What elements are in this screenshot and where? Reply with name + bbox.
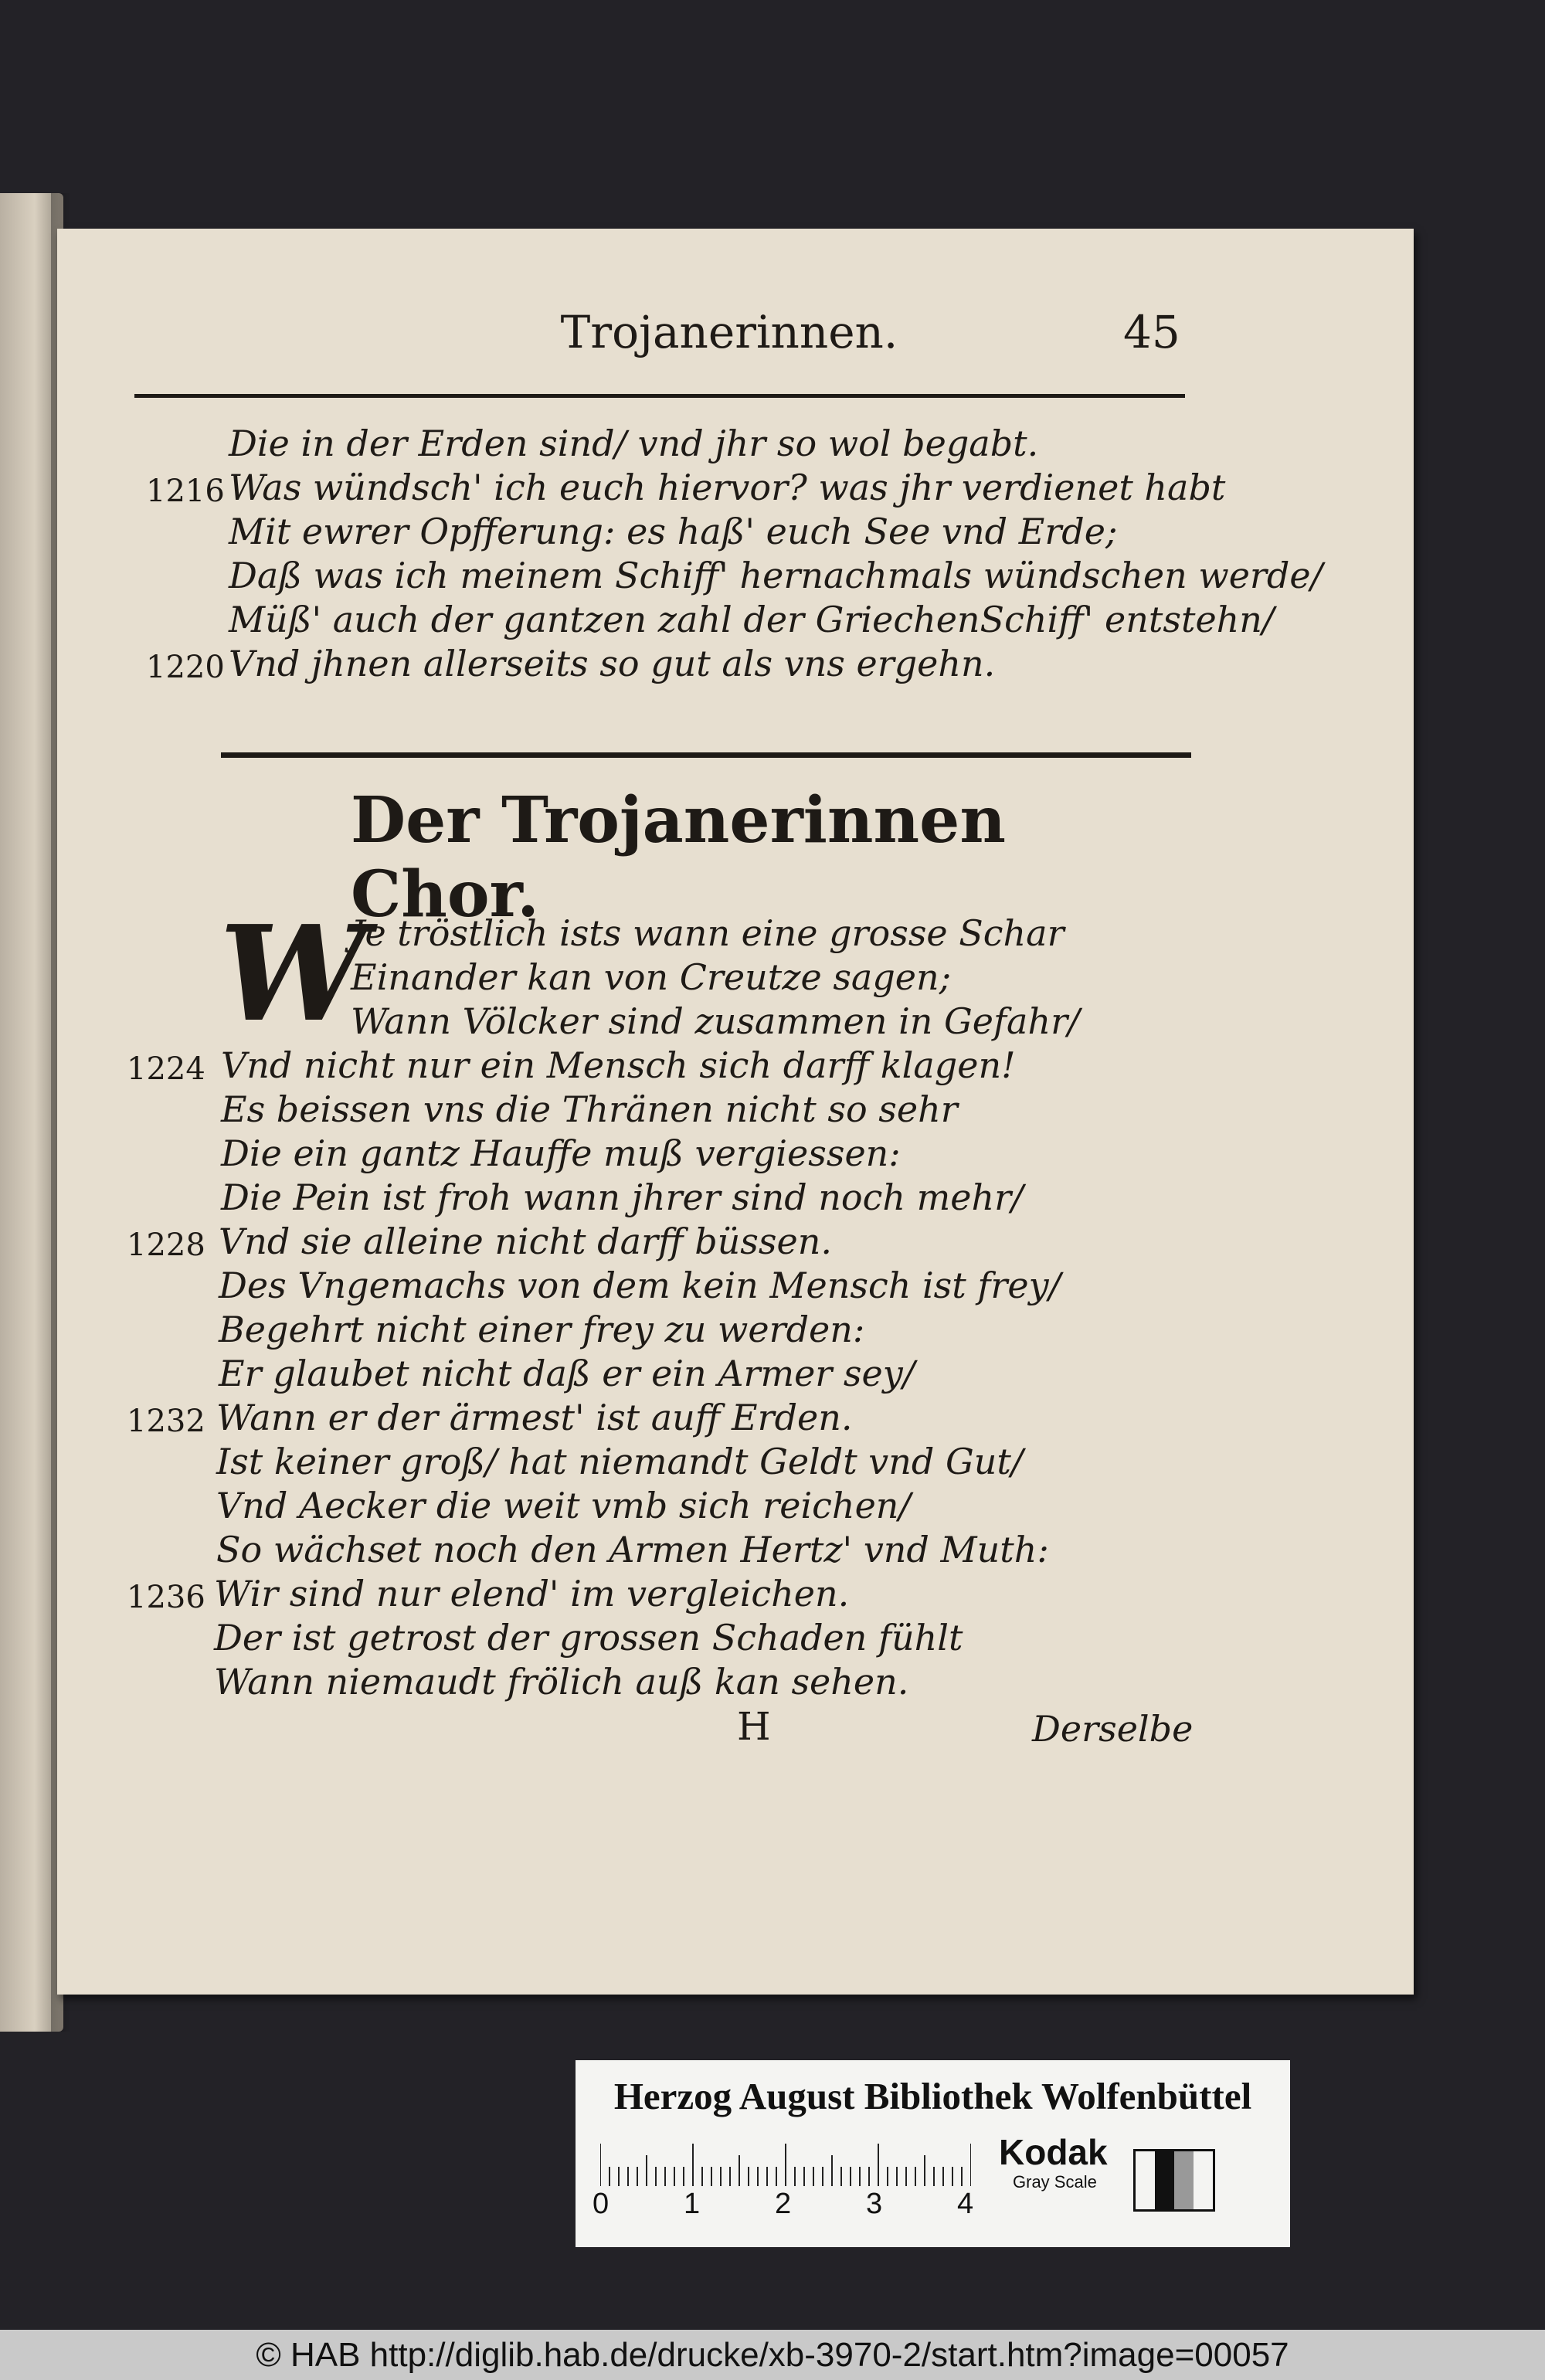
verse-line: Wann niemaudt frölich auß kan sehen. bbox=[214, 1661, 909, 1703]
verse-line: Müß' auch der gantzen zahl der GriechenSchiff' entstehn/ bbox=[229, 599, 1275, 640]
header-rule bbox=[134, 394, 1185, 398]
footer-credit: © HAB http://diglib.hab.de/drucke/xb-3970-2/start.htm?image=00057 bbox=[256, 2336, 1289, 2374]
line-number: 1236 bbox=[127, 1580, 205, 1615]
gray-scale-swatch bbox=[1133, 2149, 1215, 2212]
chorus-title: Der Trojanerinnen Chor. bbox=[351, 783, 1006, 932]
verse-line: Die Pein ist froh wann jhrer sind noch mehr/ bbox=[221, 1176, 1024, 1218]
gray-scale-label: Gray Scale bbox=[1013, 2172, 1097, 2192]
verse-line: Mit ewrer Opfferung: es haß' euch See vnd Erde; bbox=[229, 511, 1118, 552]
running-header: Trojanerinnen. bbox=[560, 306, 898, 358]
verse-line: Der ist getrost der grossen Schaden fühlt bbox=[214, 1617, 963, 1659]
verse-line: Vnd Aecker die weit vmb sich reichen/ bbox=[216, 1485, 911, 1526]
verse-line: Wann Völcker sind zusammen in Gefahr/ bbox=[351, 1000, 1080, 1042]
section-divider-rule bbox=[221, 752, 1191, 758]
ruler-number: 3 bbox=[866, 2188, 883, 2220]
verse-line: Daß was ich meinem Schiff' hernachmals wündschen werde/ bbox=[229, 555, 1323, 596]
ruler-number: 0 bbox=[593, 2188, 610, 2220]
ruler-ticks bbox=[600, 2144, 971, 2186]
kodak-logo: Kodak bbox=[999, 2132, 1108, 2172]
verse-line: Wir sind nur elend' im vergleichen. bbox=[214, 1573, 850, 1614]
catchword: Derselbe bbox=[1032, 1708, 1194, 1750]
verse-line: Was wündsch' ich euch hiervor? was jhr verdienet habt bbox=[229, 467, 1226, 508]
verse-line: Vnd sie alleine nicht darff büssen. bbox=[219, 1221, 832, 1262]
ruler-number: 1 bbox=[684, 2188, 701, 2220]
line-number: 1216 bbox=[146, 474, 225, 509]
library-name: Herzog August Bibliothek Wolfenbüttel bbox=[613, 2075, 1252, 2117]
verse-line: Er glaubet nicht daß er ein Armer sey/ bbox=[219, 1353, 915, 1394]
verse-line: Begehrt nicht einer frey zu werden: bbox=[219, 1309, 865, 1350]
line-number: 1220 bbox=[146, 650, 225, 685]
ruler-number: 4 bbox=[957, 2188, 974, 2220]
color-scale-card bbox=[576, 2060, 1290, 2247]
book-page bbox=[57, 229, 1414, 1995]
line-number: 1228 bbox=[127, 1227, 205, 1263]
page-number: 45 bbox=[1123, 306, 1180, 358]
verse-line: Je tröstlich ists wann eine grosse Schar bbox=[351, 912, 1065, 954]
verse-line: So wächset noch den Armen Hertz' vnd Muth: bbox=[216, 1529, 1049, 1570]
verse-line: Die in der Erden sind/ vnd jhr so wol begabt. bbox=[229, 423, 1039, 464]
verse-line: Die ein gantz Hauffe muß vergiessen: bbox=[221, 1132, 901, 1174]
verse-line: Es beissen vns die Thränen nicht so sehr bbox=[221, 1088, 958, 1130]
verse-line: Des Vngemachs von dem kein Mensch ist frey/ bbox=[219, 1265, 1061, 1306]
line-number: 1232 bbox=[127, 1404, 205, 1439]
verse-line: Einander kan von Creutze sagen; bbox=[351, 956, 952, 998]
measurement-ruler bbox=[600, 2128, 971, 2190]
signature-mark: H bbox=[737, 1704, 771, 1749]
verse-line: Vnd jhnen allerseits so gut als vns ergehn. bbox=[229, 643, 996, 684]
verse-line: Wann er der ärmest' ist auff Erden. bbox=[216, 1397, 853, 1438]
line-number: 1224 bbox=[127, 1051, 205, 1087]
drop-cap: W bbox=[219, 897, 367, 1051]
ruler-number: 2 bbox=[775, 2188, 792, 2220]
verse-line: Vnd nicht nur ein Mensch sich darff klagen! bbox=[221, 1044, 1016, 1086]
verse-line: Ist keiner groß/ hat niemandt Geldt vnd Gut/ bbox=[216, 1441, 1024, 1482]
